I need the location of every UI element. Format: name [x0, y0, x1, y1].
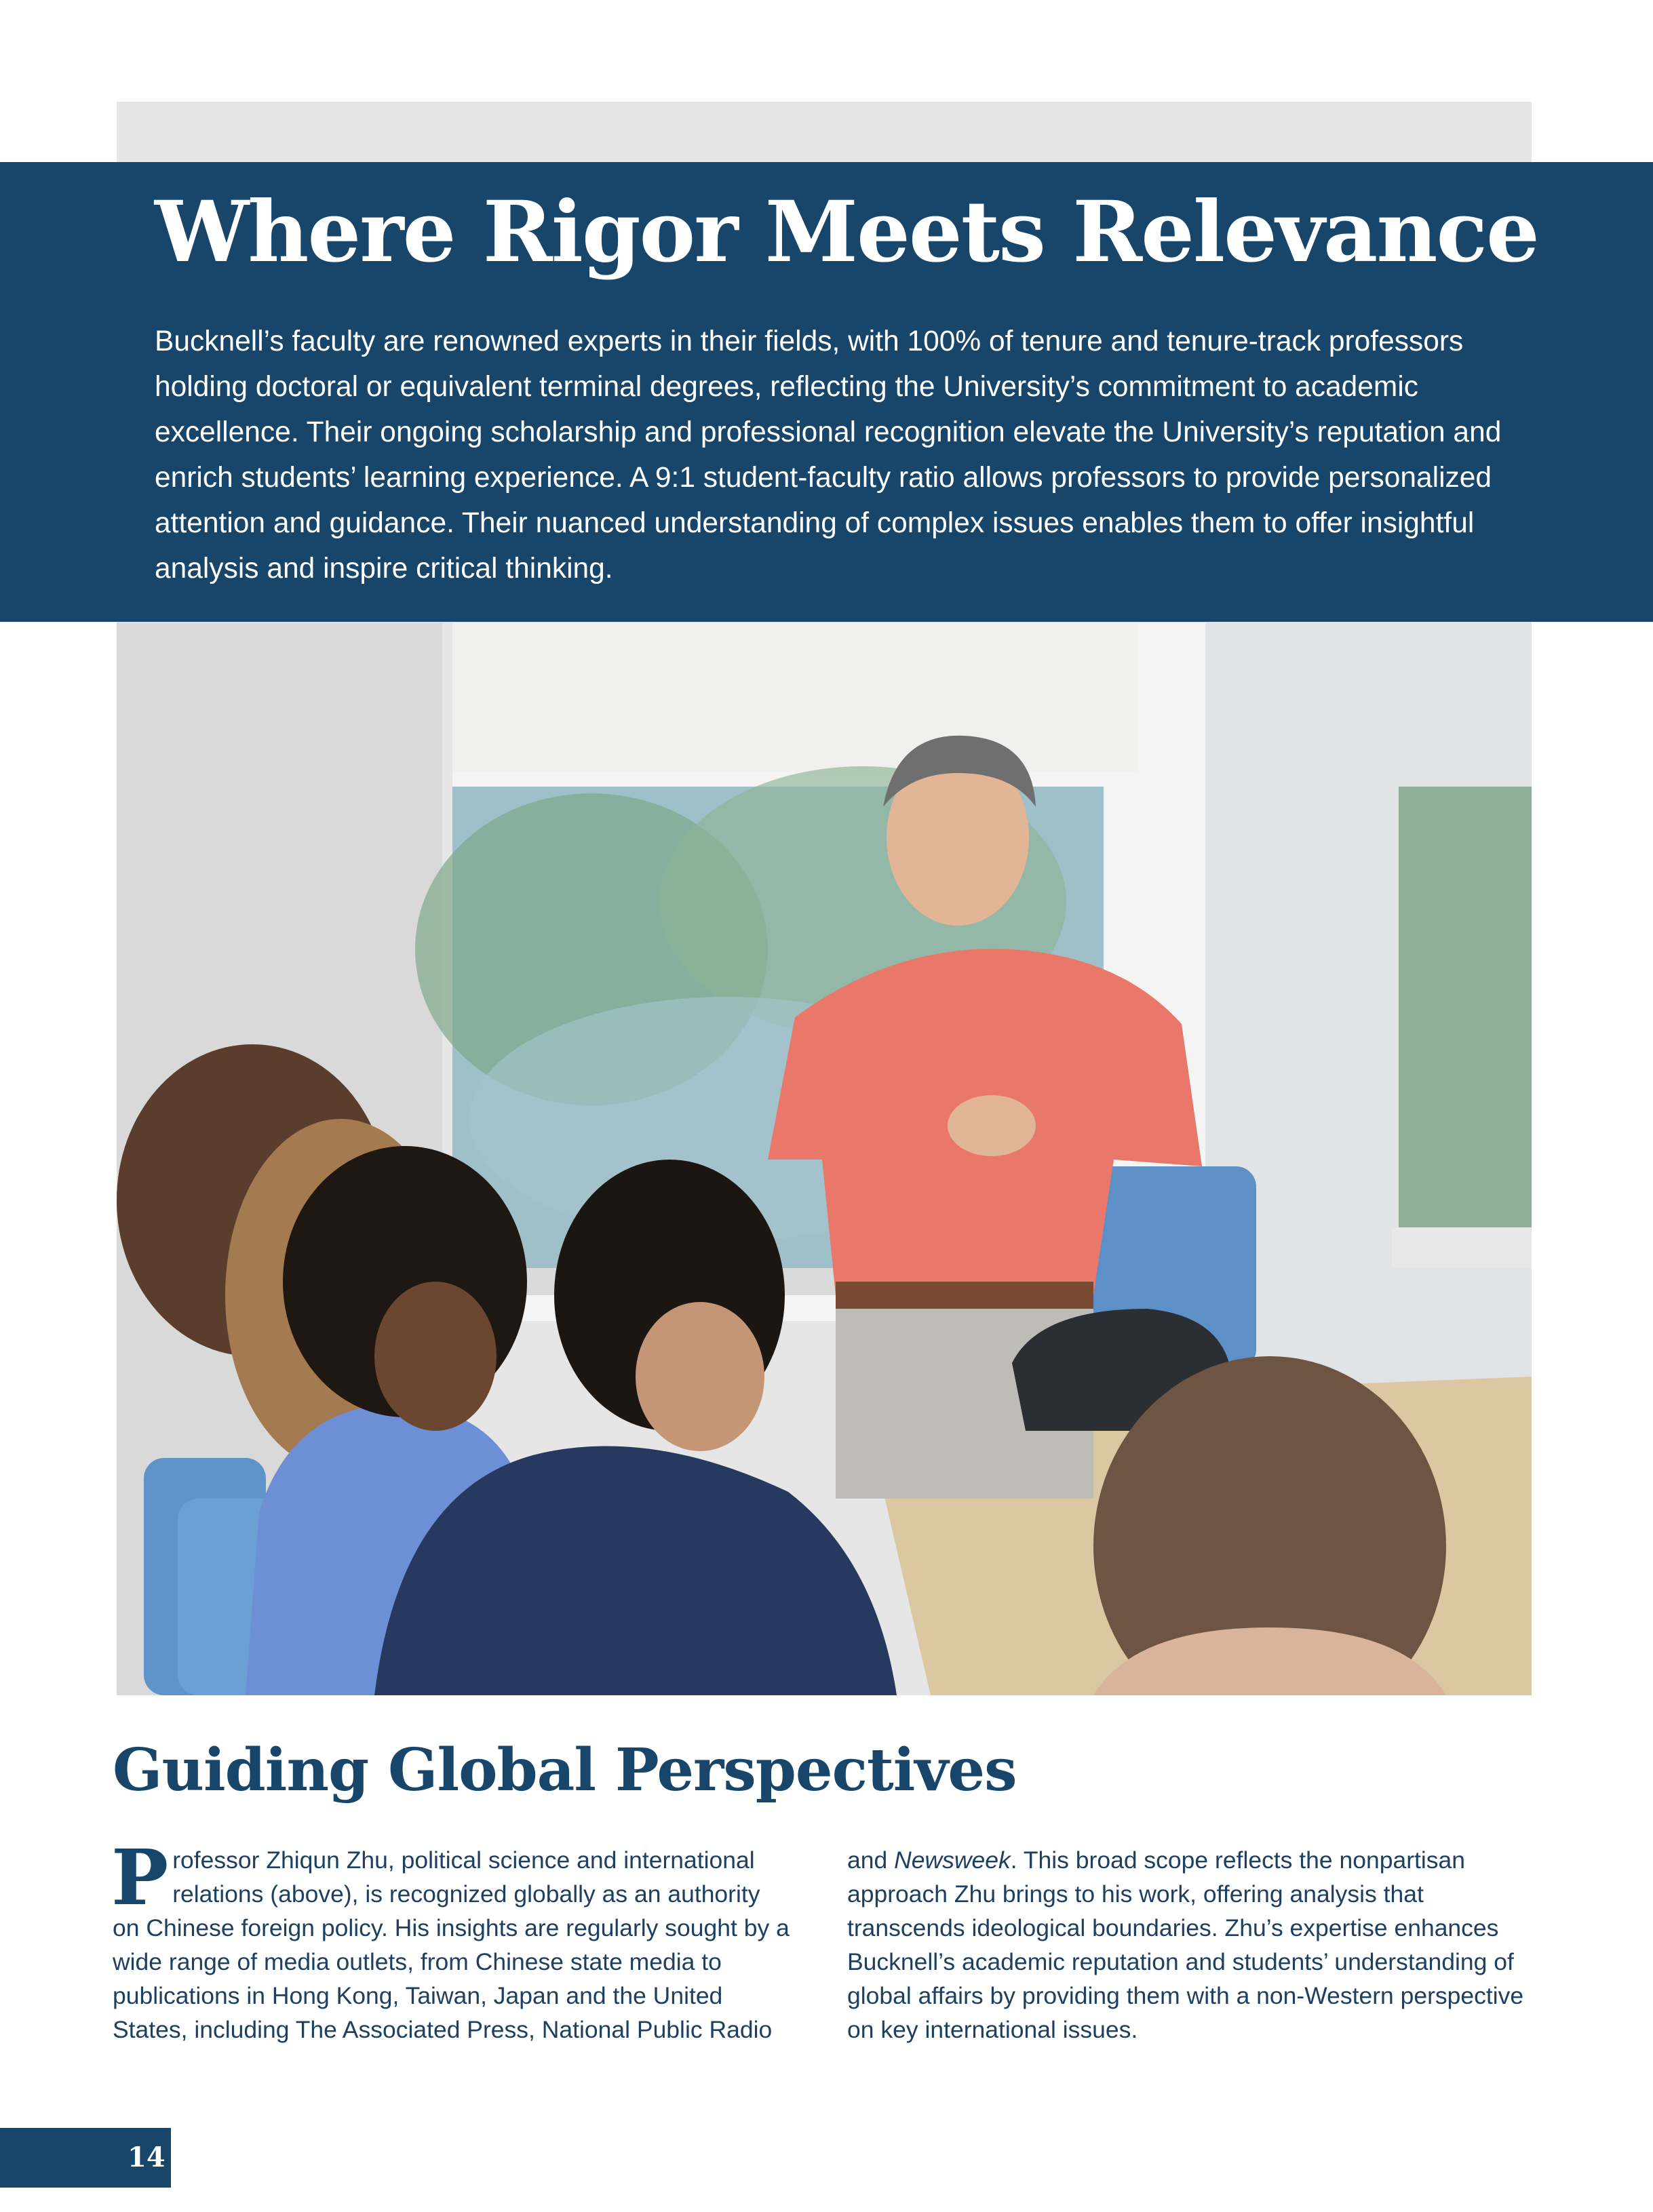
left-column-text: rofessor Zhiqun Zhu, political science and international relations (above), is recognized globally as an authority on Chinese foreign policy. His insights are regularly sought by a wide range of media outlets, from Chinese state media to publications in Hong Kong, Taiwan, Japan and the United States, including The Associated Press, National Public Radio — [113, 1846, 790, 2043]
article-column-right — [847, 1843, 1525, 2047]
publication-name: Newsweek — [894, 1846, 1011, 1874]
article-column-left — [111, 1834, 791, 2047]
right-column-lead: and — [847, 1846, 895, 1874]
right-column-text: . This broad scope reflects the nonpartisan approach Zhu brings to his work, offering analysis that transcends ideological boundaries. Zhu’s expertise enhances Bucknell’s academic reputation and students’ understanding of global affairs by providing them with a non-Western perspective on key international issues. — [847, 1846, 1524, 2043]
hero-body-text: Bucknell’s faculty are renowned experts in their fields, with 100% of tenure and tenure-track professors holding doctoral or equivalent terminal degrees, reflecting the University’s commitment to academic excellence. Their ongoing scholarship and professional recognition elevate the University’s reputation and enrich students’ learning experience. A 9:1 student-faculty ratio allows professors to provide personalized attention and guidance. Their nuanced understanding of complex issues enables them to offer insightful analysis and inspire critical thinking. — [155, 325, 1502, 585]
hero-title: Where Rigor Meets Relevance — [155, 183, 1538, 281]
drop-cap: P — [111, 1834, 169, 1922]
section-title: Guiding Global Perspectives — [113, 1736, 1017, 1804]
page-number: 14 — [128, 2141, 166, 2173]
